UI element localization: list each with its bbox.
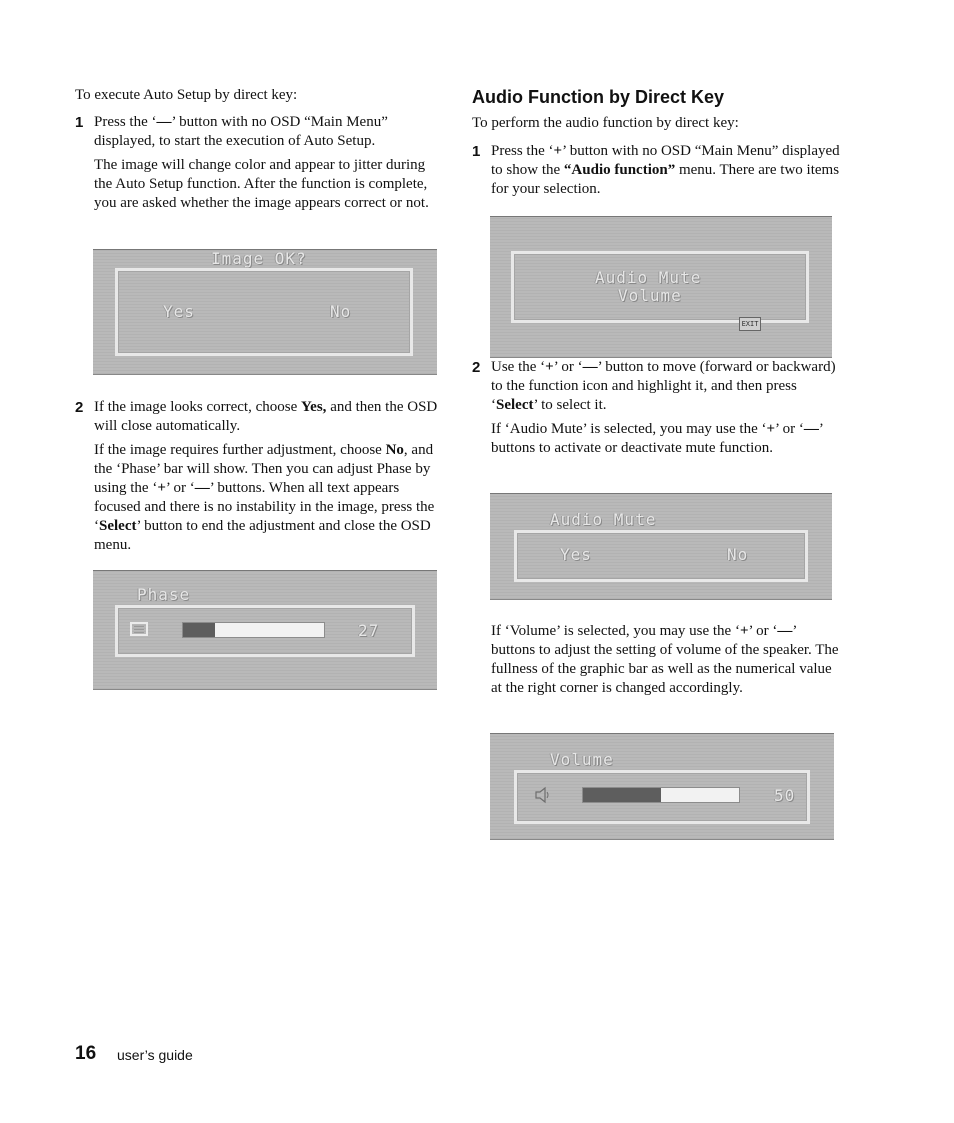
volume-level-fill xyxy=(583,788,661,802)
step-number: 1 xyxy=(75,114,84,131)
osd-audio-menu-screenshot xyxy=(490,216,832,358)
speaker-icon xyxy=(535,786,551,804)
step-2-paragraph-2: If the image requires further adjustment, choose No, and the ‘Phase’ bar will show. Then you can adjust Phase by using the ‘+’ or ‘—’ buttons. When all text appears focused and there is no instability in the image, press the ‘Select’ button to end the adjustment and close the OSD menu. xyxy=(94,442,435,553)
exit-icon: EXIT xyxy=(739,317,761,331)
osd-audio-mute-item: Audio Mute xyxy=(595,268,702,287)
auto-setup-intro: To execute Auto Setup by direct key: xyxy=(75,87,298,103)
osd-frame xyxy=(115,268,413,356)
section-heading: Audio Function by Direct Key xyxy=(472,87,725,107)
osd-volume-item: Volume xyxy=(618,286,682,305)
phase-level-bar xyxy=(182,622,325,638)
phase-value: 27 xyxy=(358,621,380,640)
osd-yes-option: Yes xyxy=(560,545,592,564)
osd-no-option: No xyxy=(330,302,352,321)
osd-volume-screenshot xyxy=(490,733,834,840)
page-number: 16 xyxy=(75,1043,97,1064)
phase-level-fill xyxy=(183,623,215,637)
phase-icon xyxy=(130,622,148,636)
audio-step-2-paragraph-1: Use the ‘+’ or ‘—’ button to move (forward or backward) to the function icon and highlight it, and then press ‘Select’ to select it. xyxy=(491,359,836,413)
osd-title: Image OK? xyxy=(211,249,307,268)
footer-label: user’s guide xyxy=(117,1047,193,1063)
step-1-paragraph-1: Press the ‘—’ button with no OSD “Main Menu” displayed, to start the execution of Auto Setup. xyxy=(94,114,388,149)
step-number: 2 xyxy=(472,359,481,376)
osd-no-option: No xyxy=(727,545,749,564)
audio-step-1-paragraph: Press the ‘+’ button with no OSD “Main Menu” displayed to show the “Audio function” menu. There are two items for your selection. xyxy=(491,143,840,197)
step-1-paragraph-2: The image will change color and appear to jitter during the Auto Setup function. After the function is complete, you are asked whether the image appears correct or not. xyxy=(94,157,429,211)
audio-intro: To perform the audio function by direct key: xyxy=(472,115,739,131)
osd-yes-option: Yes xyxy=(163,302,195,321)
osd-phase-screenshot xyxy=(93,570,437,690)
osd-audio-mute-screenshot xyxy=(490,493,832,600)
step-number: 2 xyxy=(75,399,84,416)
osd-title: Audio Mute xyxy=(550,510,657,529)
osd-title: Volume xyxy=(550,750,614,769)
step-2-paragraph-1: If the image looks correct, choose Yes, and then the OSD will close automatically. xyxy=(94,399,438,434)
step-number: 1 xyxy=(472,143,481,160)
volume-paragraph: If ‘Volume’ is selected, you may use the ‘+’ or ‘—’ buttons to adjust the setting of volume of the speaker. The fullness of the graphic bar as well as the numerical value at the right corner is changed accordingly. xyxy=(491,623,839,696)
volume-level-bar xyxy=(582,787,740,803)
osd-image-ok-screenshot xyxy=(93,249,437,375)
volume-value: 50 xyxy=(774,786,796,805)
audio-step-2-paragraph-2: If ‘Audio Mute’ is selected, you may use the ‘+’ or ‘—’ buttons to activate or deactivate mute function. xyxy=(491,421,823,456)
osd-title: Phase xyxy=(137,585,191,604)
osd-frame xyxy=(514,530,808,582)
